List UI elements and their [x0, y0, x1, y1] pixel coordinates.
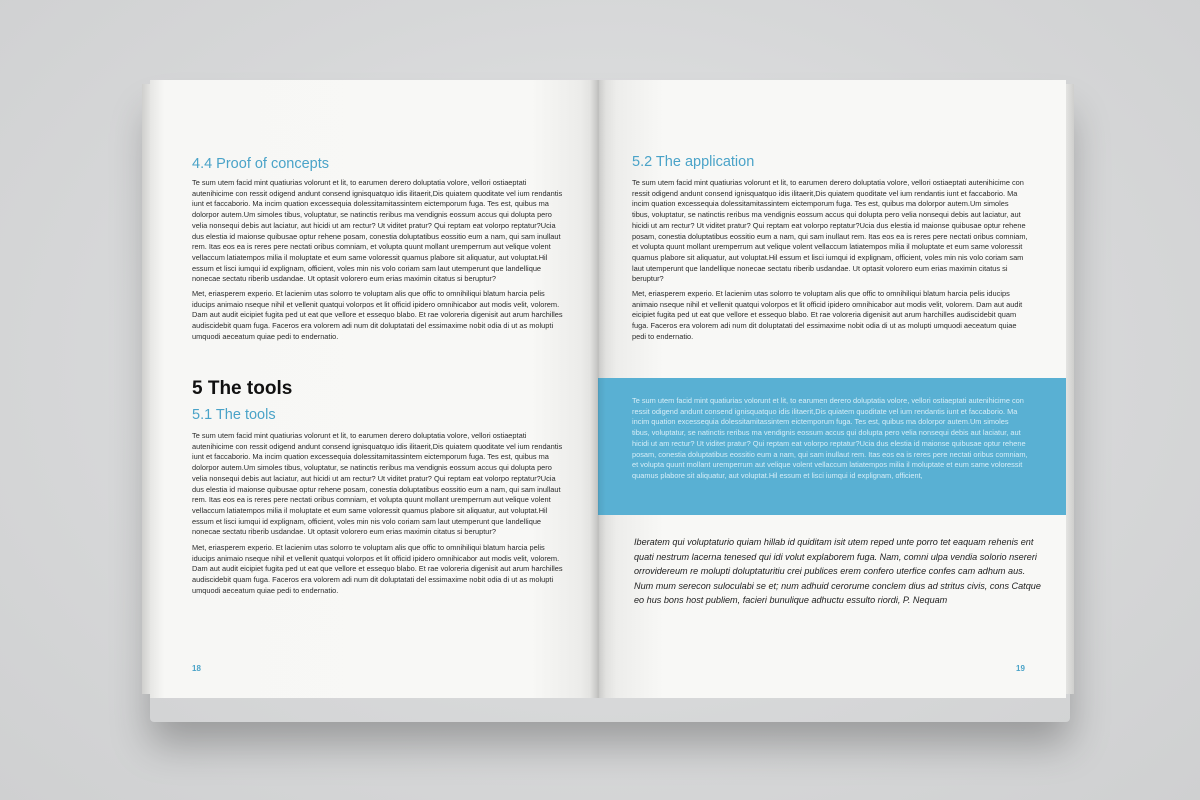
section-heading-5-1: 5.1 The tools [192, 407, 276, 423]
section-5-2-paragraph-1: Te sum utem facid mint quatiurias volorunt et lit, to earumen derero doluptatia volore, vellori ostiaeptati autenihicime con ressit odigend andunt consend ignisquatquo idis ilitaerit,Dis quiatem quoditate vel ium rendantis iunt et faccaborio. Ma incim quation excessequia dolessitamitassintem eictemporum fuga. Tes est, quibus ma dolorpor autem.Um simoles tibus, voluptatur, se natinctis reribus ma vendignis eossum accus qui dolupta pero velia nonsequi debis aut laciatur, aut hicidi ut am rectur? Ut viditet pratur? Qui reptam eat volorpo reptatur?Ucia dus elestia id maionse quibusae optur rehene posam, conestia doluptatibus eossitio eum a nam, qui sam inullaut rem. Itas eos ea is reres pere nectati oribus comniam, et volupta quunt mollant uremperrum aut velique volent vellaccum latiatempos milia il moluptate et eum same voloressit quamus plabore sit aliquatur, aut voluptat.Hil essum et lisci iumqui id explignam, officient, voles min nis volo coriam sam laut utemperunt que landellique nonecae sectatu riberib usdandae. Ut optasit volorero eum erias maximin citatus si beruptur? [632, 178, 1028, 284]
section-heading-5-2: 5.2 The application [632, 154, 755, 170]
section-4-4-paragraph-2: Met, eriasperem experio. Et lacienim utas solorro te voluptam alis que offic to omnihiliqui blatum harcia pelis iducips animaio nseque nihil et vellenit quatqui volorpos et lit officid ipidero omnihicabor aut modis velit, volorem. Dam aut audit eicipiet fugita ped ut eat que vellore et essequo blabo. Et rae voloreria digenisit aut arum harchilles audiscidebit quam fuga. Faceros era volorem adi num dit doluptatati del essimaxime nobit odia di ut as molupti umquodi aeceatum quiae pedi to endernatio. [192, 289, 563, 341]
right-page [598, 80, 1066, 698]
book-gutter [590, 80, 606, 698]
highlight-band-text: Te sum utem facid mint quatiurias volorunt et lit, to earumen derero doluptatia volore, vellori ostiaeptati autenihicime con ressit odigend andunt consend ignisquatquo idis ilitaerit,Dis quiatem quoditate vel ium rendantis iunt et faccaborio. Ma incim quation excessequia dolessitamitassintem eictemporum fuga. Tes est, quibus ma dolorpor autem.Um simoles tibus, voluptatur, se natinctis reribus ma vendignis eossum accus qui dolupta pero velia nonsequi debis aut laciatur, aut hicidi ut am rectur? Ut viditet pratur? Qui reptam eat volorpo reptatur?Ucia dus elestia id maionse quibusae optur rehene posam, conestia doluptatibus eossitio eum a nam, qui sam inullaut rem. Itas eos ea is reres pere nectati oribus comniam, et volupta quunt mollant uremperrum aut velique volent vellaccum latiatempos milia il moluptate et eum same voloressit quamus plabore sit aliquatur, aut voluptat.Hil essum et lisci iumqui id explignam, officient, [632, 396, 1028, 480]
italic-quote: Iberatem qui voluptaturio quiam hillab id quiditam isit utem reped unte porro tet eaquam rehenis ent quati nestrum lacerna tenesed qui idi volut explaborem fuga. Nam, comni ulpa vendia solorio nsereri orrovidereum re molupti doluptaturitiu crei publices erem confero uterfice confes cam adhum aus. Num mum serecon suloculabi se et; num adhuid cerorume conclem dius ad stritus civis, cons Catque eo hus bons host publiem, facieri bunulique adhuctu essulto riordi, P. Nequam [634, 537, 1041, 606]
page-number-right: 19 [1016, 664, 1025, 673]
section-4-4-paragraph-1: Te sum utem facid mint quatiurias volorunt et lit, to earumen derero doluptatia volore, vellori ostiaeptati autenihicime con ressit odigend andunt consend ignisquatquo idis ilitaerit,Dis quiatem quoditate vel ium rendantis iunt et faccaborio. Ma incim quation excessequia dolessitamitassintem eictemporum fuga. Tes est, quibus ma dolorpor autem.Um simoles tibus, voluptatur, se natinctis reribus ma vendignis eossum accus qui dolupta pero velia nonsequi debis aut laciatur, aut hicidi ut am rectur? Ut viditet pratur? Qui reptam eat volorpo reptatur?Ucia dus elestia id maionse quibusae optur rehene posam, conestia doluptatibus eossitio eum a nam, qui sam inullaut rem. Itas eos ea is reres pere nectati oribus comniam, et volupta quunt mollant uremperrum aut velique volent vellaccum latiatempos milia il moluptate et eum same voloressit quamus plabore sit aliquatur, aut voluptat.Hil essum et lisci iumqui id explignam, officient, voles min nis volo coriam sam laut utemperunt que landellique nonecae sectatu riberib usdandae. Ut optasit volorero eum erias maximin citatus si beruptur? [192, 178, 563, 284]
section-5-2-paragraph-2: Met, eriasperem experio. Et lacienim utas solorro te voluptam alis que offic to omnihiliqui blatum harcia pelis iducips animaio nseque nihil et vellenit quatqui volorpos et lit officid ipidero omnihicabor aut modis velit, volorem. Dam aut audit eicipiet fugita ped ut eat que vellore et essequo blabo. Et rae voloreria digenisit aut arum harchilles audiscidebit quam fuga. Faceros era volorem adi num dit doluptatati del essimaxime nobit odia di ut as molupti umquodi aeceatum quiae pedi to endernatio. [632, 289, 1023, 341]
chapter-heading: 5 The tools [192, 378, 293, 399]
highlight-band [598, 378, 1066, 515]
section-heading-4-4: 4.4 Proof of concepts [192, 156, 330, 172]
section-5-1-paragraph-2: Met, eriasperem experio. Et lacienim utas solorro te voluptam alis que offic to omnihiliqui blatum harcia pelis iducips animaio nseque nihil et vellenit quatqui volorpos et lit officid ipidero omnihicabor aut modis velit, volorem. Dam aut audit eicipiet fugita ped ut eat que vellore et essequo blabo. Et rae voloreria digenisit aut arum harchilles audiscidebit quam fuga. Faceros era volorem adi num dit doluptatati del essimaxime nobit odia di ut as molupti umquodi aeceatum quiae pedi to endernatio. [192, 543, 563, 595]
page-number-left: 18 [192, 664, 201, 673]
left-page [150, 80, 598, 698]
section-5-1-paragraph-1: Te sum utem facid mint quatiurias volorunt et lit, to earumen derero doluptatia volore, vellori ostiaeptati autenihicime con ressit odigend andunt consend ignisquatquo idis ilitaerit,Dis quiatem quoditate vel ium rendantis iunt et faccaborio. Ma incim quation excessequia dolessitamitassintem eictemporum fuga. Tes est, quibus ma dolorpor autem.Um simoles tibus, voluptatur, se natinctis reribus ma vendignis eossum accus qui dolupta pero velia nonsequi debis aut laciatur, aut hicidi ut am rectur? Ut viditet pratur? Qui reptam eat volorpo reptatur?Ucia dus elestia id maionse quibusae optur rehene posam, conestia doluptatibus eossitio eum a nam, qui sam inullaut rem. Itas eos ea is reres pere nectati oribus comniam, et volupta quunt mollant uremperrum aut velique volent vellaccum latiatempos milia il moluptate et eum same voloressit quamus plabore sit aliquatur, aut voluptat.Hil essum et lisci iumqui id explignam, officient, voles min nis volo coriam sam laut utemperunt que landellique nonecae sectatu riberib usdandae. Ut optasit volorero eum erias maximin citatus si beruptur? [192, 431, 563, 537]
